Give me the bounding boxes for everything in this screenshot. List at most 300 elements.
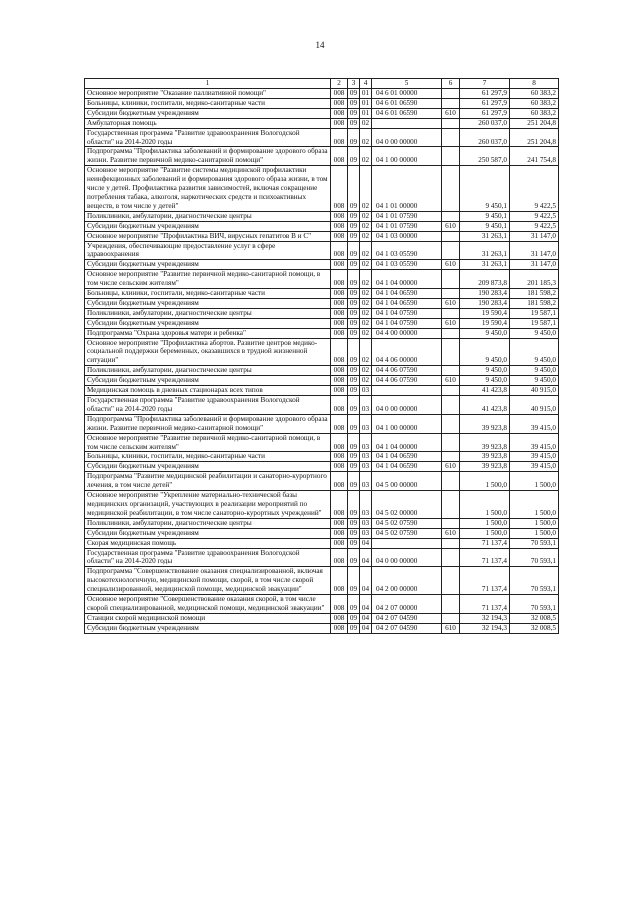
amount-2017-cell: 9 450,0 xyxy=(460,338,510,366)
section-cell: 09 xyxy=(348,414,360,433)
target-article-cell: 04 1 04 06590 xyxy=(372,452,442,462)
target-article-cell: 04 5 02 00000 xyxy=(372,491,442,519)
amount-executed-cell: 31 147,0 xyxy=(510,241,559,260)
amount-2017-cell: 9 450,0 xyxy=(460,366,510,376)
description-cell: Субсидии бюджетным учреждениям xyxy=(85,318,331,328)
description-cell: Основное мероприятие "Совершенствование оказания скорой, в том числе скорой специализированной, медицинской помощи, медицинской эвакуации" xyxy=(85,595,331,614)
subsection-cell: 02 xyxy=(360,231,372,241)
subsection-cell: 04 xyxy=(360,595,372,614)
section-cell: 09 xyxy=(348,298,360,308)
section-cell: 09 xyxy=(348,613,360,623)
table-row xyxy=(85,414,559,433)
subsection-cell: 02 xyxy=(360,166,372,212)
code-cell: 008 xyxy=(331,118,348,128)
subsection-cell: 03 xyxy=(360,518,372,528)
target-article-cell: 04 1 03 05590 xyxy=(372,260,442,270)
subsection-cell: 02 xyxy=(360,338,372,366)
amount-2017-cell: 71 137,4 xyxy=(460,595,510,614)
subsection-cell: 01 xyxy=(360,89,372,99)
header-cell-1: 1 xyxy=(85,79,331,89)
description-cell: Субсидии бюджетным учреждениям xyxy=(85,260,331,270)
description-cell: Основное мероприятие "Профилактика ВИЧ, вирусных гепатитов В и С" xyxy=(85,231,331,241)
amount-2017-cell: 32 194,3 xyxy=(460,623,510,633)
expense-type-cell xyxy=(442,98,460,108)
description-cell: Основное мероприятие "Развитие первичной медико-санитарной помощи, в том числе сельским жителям" xyxy=(85,433,331,452)
table-row xyxy=(85,318,559,328)
amount-2017-cell: 209 873,8 xyxy=(460,270,510,289)
expense-type-cell xyxy=(442,338,460,366)
section-cell: 09 xyxy=(348,231,360,241)
code-cell: 008 xyxy=(331,452,348,462)
description-cell: Подпрограмма "Охрана здоровья матери и ребенка" xyxy=(85,328,331,338)
target-article-cell: 04 6 01 06590 xyxy=(372,98,442,108)
subsection-cell: 02 xyxy=(360,289,372,299)
amount-executed-cell: 40 915,0 xyxy=(510,396,559,415)
amount-executed-cell: 60 383,2 xyxy=(510,89,559,99)
table-row xyxy=(85,472,559,491)
code-cell: 008 xyxy=(331,211,348,221)
subsection-cell: 02 xyxy=(360,308,372,318)
header-cell-6: 6 xyxy=(442,79,460,89)
expense-type-cell xyxy=(442,211,460,221)
amount-2017-cell: 61 297,9 xyxy=(460,98,510,108)
description-cell: Подпрограмма "Профилактика заболеваний и формирование здорового образа жизни. Развитие первичной медико-санитарной помощи" xyxy=(85,147,331,166)
section-cell: 09 xyxy=(348,518,360,528)
table-row xyxy=(85,118,559,128)
amount-2017-cell: 39 923,8 xyxy=(460,433,510,452)
table-row xyxy=(85,98,559,108)
amount-executed-cell: 39 415,0 xyxy=(510,452,559,462)
target-article-cell: 04 1 03 00000 xyxy=(372,231,442,241)
section-cell: 09 xyxy=(348,366,360,376)
section-cell: 09 xyxy=(348,308,360,318)
expense-type-cell: 610 xyxy=(442,260,460,270)
expense-type-cell xyxy=(442,518,460,528)
code-cell: 008 xyxy=(331,528,348,538)
description-cell: Государственная программа "Развитие здравоохранения Вологодской области" на 2014-2020 годы xyxy=(85,396,331,415)
amount-executed-cell: 32 008,5 xyxy=(510,613,559,623)
subsection-cell: 02 xyxy=(360,328,372,338)
code-cell: 008 xyxy=(331,221,348,231)
amount-2017-cell: 190 283,4 xyxy=(460,289,510,299)
expense-type-cell xyxy=(442,548,460,567)
description-cell: Поликлиники, амбулатории, диагностические центры xyxy=(85,211,331,221)
table-row xyxy=(85,366,559,376)
target-article-cell xyxy=(372,386,442,396)
code-cell: 008 xyxy=(331,231,348,241)
target-article-cell: 04 1 01 00000 xyxy=(372,166,442,212)
subsection-cell: 02 xyxy=(360,118,372,128)
code-cell: 008 xyxy=(331,147,348,166)
target-article-cell: 04 1 04 06590 xyxy=(372,462,442,472)
target-article-cell: 04 0 00 00000 xyxy=(372,396,442,415)
table-row xyxy=(85,328,559,338)
header-cell-8: 8 xyxy=(510,79,559,89)
section-cell: 09 xyxy=(348,211,360,221)
table-row xyxy=(85,338,559,366)
description-cell: Субсидии бюджетным учреждениям xyxy=(85,221,331,231)
expense-type-cell xyxy=(442,328,460,338)
amount-executed-cell: 40 915,0 xyxy=(510,386,559,396)
description-cell: Основное мероприятие "Профилактика абортов. Развитие центров медико-социальной поддержки беременных, оказавшихся в трудной жизненной ситуации" xyxy=(85,338,331,366)
target-article-cell xyxy=(372,118,442,128)
description-cell: Основное мероприятие "Развитие системы медицинской профилактики неинфекционных заболеваний и формирования здорового образа жизни, в том числе у детей. Профилактика развития зависимостей, включая сокращение потребления табака, алкоголя, наркотических средств и психоактивных веществ, в том числе у детей" xyxy=(85,166,331,212)
header-cell-5: 5 xyxy=(372,79,442,89)
target-article-cell: 04 4 06 07590 xyxy=(372,376,442,386)
section-cell: 09 xyxy=(348,452,360,462)
expense-type-cell xyxy=(442,386,460,396)
expense-type-cell xyxy=(442,396,460,415)
expense-type-cell xyxy=(442,147,460,166)
target-article-cell: 04 4 06 07590 xyxy=(372,366,442,376)
budget-table xyxy=(84,78,559,634)
amount-executed-cell: 9 422,5 xyxy=(510,166,559,212)
amount-2017-cell: 39 923,8 xyxy=(460,462,510,472)
target-article-cell: 04 1 04 00000 xyxy=(372,433,442,452)
description-cell: Подпрограмма "Развитие медицинской реабилитации и санаторно-курортного лечения, в том числе детей" xyxy=(85,472,331,491)
subsection-cell: 02 xyxy=(360,270,372,289)
subsection-cell: 03 xyxy=(360,528,372,538)
subsection-cell: 02 xyxy=(360,366,372,376)
subsection-cell: 03 xyxy=(360,433,372,452)
target-article-cell xyxy=(372,538,442,548)
header-cell-4: 4 xyxy=(360,79,372,89)
section-cell: 09 xyxy=(348,433,360,452)
table-row xyxy=(85,89,559,99)
section-cell: 09 xyxy=(348,128,360,147)
code-cell: 008 xyxy=(331,567,348,595)
table-row xyxy=(85,270,559,289)
target-article-cell: 04 1 03 05590 xyxy=(372,241,442,260)
code-cell: 008 xyxy=(331,289,348,299)
code-cell: 008 xyxy=(331,318,348,328)
description-cell: Учреждения, обеспечивающие предоставление услуг в сфере здравоохранения xyxy=(85,241,331,260)
amount-2017-cell: 31 263,1 xyxy=(460,260,510,270)
table-row xyxy=(85,147,559,166)
section-cell: 09 xyxy=(348,376,360,386)
table-row xyxy=(85,567,559,595)
subsection-cell: 04 xyxy=(360,623,372,633)
code-cell: 008 xyxy=(331,433,348,452)
table-row xyxy=(85,528,559,538)
header-cell-2: 2 xyxy=(331,79,348,89)
amount-executed-cell: 39 415,0 xyxy=(510,433,559,452)
target-article-cell: 04 1 04 06590 xyxy=(372,298,442,308)
table-row xyxy=(85,289,559,299)
expense-type-cell xyxy=(442,491,460,519)
section-cell: 09 xyxy=(348,538,360,548)
expense-type-cell: 610 xyxy=(442,528,460,538)
amount-executed-cell: 32 008,5 xyxy=(510,623,559,633)
amount-executed-cell: 241 754,8 xyxy=(510,147,559,166)
section-cell: 09 xyxy=(348,396,360,415)
code-cell: 008 xyxy=(331,128,348,147)
amount-2017-cell: 71 137,4 xyxy=(460,548,510,567)
table-row xyxy=(85,221,559,231)
expense-type-cell xyxy=(442,231,460,241)
amount-2017-cell: 39 923,8 xyxy=(460,414,510,433)
expense-type-cell xyxy=(442,414,460,433)
amount-2017-cell: 1 500,0 xyxy=(460,528,510,538)
code-cell: 008 xyxy=(331,270,348,289)
subsection-cell: 02 xyxy=(360,221,372,231)
amount-2017-cell: 32 194,3 xyxy=(460,613,510,623)
target-article-cell: 04 0 00 00000 xyxy=(372,548,442,567)
expense-type-cell xyxy=(442,538,460,548)
subsection-cell: 02 xyxy=(360,147,372,166)
expense-type-cell xyxy=(442,366,460,376)
code-cell: 008 xyxy=(331,595,348,614)
expense-type-cell xyxy=(442,89,460,99)
section-cell: 09 xyxy=(348,89,360,99)
code-cell: 008 xyxy=(331,366,348,376)
target-article-cell: 04 6 01 00000 xyxy=(372,89,442,99)
section-cell: 09 xyxy=(348,386,360,396)
table-row xyxy=(85,308,559,318)
amount-executed-cell: 9 422,5 xyxy=(510,221,559,231)
amount-2017-cell: 71 137,4 xyxy=(460,538,510,548)
amount-executed-cell: 70 593,1 xyxy=(510,548,559,567)
table-row xyxy=(85,260,559,270)
amount-executed-cell: 39 415,0 xyxy=(510,414,559,433)
subsection-cell: 03 xyxy=(360,472,372,491)
amount-2017-cell: 31 263,1 xyxy=(460,231,510,241)
amount-executed-cell: 19 587,1 xyxy=(510,318,559,328)
amount-2017-cell: 260 037,0 xyxy=(460,128,510,147)
description-cell: Субсидии бюджетным учреждениям xyxy=(85,376,331,386)
table-row xyxy=(85,211,559,221)
target-article-cell: 04 5 02 07590 xyxy=(372,528,442,538)
table-row xyxy=(85,396,559,415)
code-cell: 008 xyxy=(331,241,348,260)
table-row xyxy=(85,231,559,241)
amount-2017-cell: 9 450,1 xyxy=(460,211,510,221)
description-cell: Поликлиники, амбулатории, диагностические центры xyxy=(85,308,331,318)
description-cell: Поликлиники, амбулатории, диагностические центры xyxy=(85,518,331,528)
description-cell: Государственная программа "Развитие здравоохранения Вологодской области" на 2014-2020 годы xyxy=(85,548,331,567)
table-row xyxy=(85,538,559,548)
code-cell: 008 xyxy=(331,518,348,528)
amount-2017-cell: 9 450,0 xyxy=(460,376,510,386)
code-cell: 008 xyxy=(331,166,348,212)
table-row xyxy=(85,376,559,386)
amount-2017-cell: 71 137,4 xyxy=(460,567,510,595)
code-cell: 008 xyxy=(331,260,348,270)
amount-executed-cell: 70 593,1 xyxy=(510,595,559,614)
section-cell: 09 xyxy=(348,528,360,538)
amount-executed-cell: 31 147,0 xyxy=(510,260,559,270)
target-article-cell: 04 4 06 00000 xyxy=(372,338,442,366)
subsection-cell: 04 xyxy=(360,567,372,595)
code-cell: 008 xyxy=(331,89,348,99)
section-cell: 09 xyxy=(348,623,360,633)
target-article-cell: 04 1 00 00000 xyxy=(372,147,442,166)
code-cell: 008 xyxy=(331,298,348,308)
amount-2017-cell: 41 423,8 xyxy=(460,396,510,415)
amount-2017-cell: 9 450,1 xyxy=(460,221,510,231)
code-cell: 008 xyxy=(331,376,348,386)
subsection-cell: 03 xyxy=(360,462,372,472)
code-cell: 008 xyxy=(331,491,348,519)
code-cell: 008 xyxy=(331,613,348,623)
subsection-cell: 01 xyxy=(360,108,372,118)
amount-executed-cell: 201 185,3 xyxy=(510,270,559,289)
code-cell: 008 xyxy=(331,414,348,433)
amount-2017-cell: 1 500,0 xyxy=(460,472,510,491)
expense-type-cell xyxy=(442,452,460,462)
subsection-cell: 04 xyxy=(360,613,372,623)
description-cell: Станции скорой медицинской помощи xyxy=(85,613,331,623)
page-number: 14 xyxy=(315,40,325,50)
expense-type-cell xyxy=(442,270,460,289)
table-row xyxy=(85,433,559,452)
section-cell: 09 xyxy=(348,166,360,212)
table-row xyxy=(85,241,559,260)
section-cell: 09 xyxy=(348,462,360,472)
amount-executed-cell: 9 450,0 xyxy=(510,328,559,338)
subsection-cell: 03 xyxy=(360,491,372,519)
section-cell: 09 xyxy=(348,472,360,491)
target-article-cell: 04 1 04 07590 xyxy=(372,318,442,328)
amount-executed-cell: 60 383,2 xyxy=(510,108,559,118)
target-article-cell: 04 2 07 04590 xyxy=(372,613,442,623)
subsection-cell: 02 xyxy=(360,241,372,260)
section-cell: 09 xyxy=(348,318,360,328)
expense-type-cell xyxy=(442,128,460,147)
subsection-cell: 02 xyxy=(360,318,372,328)
subsection-cell: 02 xyxy=(360,376,372,386)
amount-executed-cell: 60 383,2 xyxy=(510,98,559,108)
description-cell: Поликлиники, амбулатории, диагностические центры xyxy=(85,366,331,376)
table-row xyxy=(85,108,559,118)
description-cell: Основное мероприятие "Оказание паллиативной помощи" xyxy=(85,89,331,99)
expense-type-cell: 610 xyxy=(442,221,460,231)
section-cell: 09 xyxy=(348,548,360,567)
code-cell: 008 xyxy=(331,98,348,108)
expense-type-cell xyxy=(442,613,460,623)
amount-executed-cell: 1 500,0 xyxy=(510,518,559,528)
description-cell: Скорая медицинская помощь xyxy=(85,538,331,548)
target-article-cell: 04 1 01 07590 xyxy=(372,221,442,231)
section-cell: 09 xyxy=(348,289,360,299)
amount-2017-cell: 9 450,1 xyxy=(460,166,510,212)
amount-executed-cell: 19 587,1 xyxy=(510,308,559,318)
table-row xyxy=(85,128,559,147)
expense-type-cell xyxy=(442,472,460,491)
table-row xyxy=(85,613,559,623)
description-cell: Субсидии бюджетным учреждениям xyxy=(85,108,331,118)
description-cell: Субсидии бюджетным учреждениям xyxy=(85,298,331,308)
header-row xyxy=(85,79,559,89)
amount-2017-cell: 39 923,8 xyxy=(460,452,510,462)
table-row xyxy=(85,623,559,633)
target-article-cell: 04 1 04 06590 xyxy=(372,289,442,299)
header-cell-3: 3 xyxy=(348,79,360,89)
expense-type-cell: 610 xyxy=(442,462,460,472)
code-cell: 008 xyxy=(331,108,348,118)
table-row xyxy=(85,491,559,519)
amount-executed-cell: 31 147,0 xyxy=(510,231,559,241)
target-article-cell: 04 2 07 00000 xyxy=(372,595,442,614)
expense-type-cell: 610 xyxy=(442,376,460,386)
description-cell: Больницы, клиники, госпитали, медико-санитарные части xyxy=(85,452,331,462)
section-cell: 09 xyxy=(348,260,360,270)
description-cell: Больницы, клиники, госпитали, медико-санитарные части xyxy=(85,98,331,108)
amount-executed-cell: 9 450,0 xyxy=(510,366,559,376)
amount-executed-cell: 181 598,2 xyxy=(510,289,559,299)
amount-2017-cell: 190 283,4 xyxy=(460,298,510,308)
amount-executed-cell: 251 204,8 xyxy=(510,118,559,128)
code-cell: 008 xyxy=(331,538,348,548)
expense-type-cell xyxy=(442,308,460,318)
target-article-cell: 04 5 02 07590 xyxy=(372,518,442,528)
section-cell: 09 xyxy=(348,595,360,614)
table-row xyxy=(85,166,559,212)
section-cell: 09 xyxy=(348,118,360,128)
description-cell: Медицинская помощь в дневных стационарах всех типов xyxy=(85,386,331,396)
description-cell: Больницы, клиники, госпитали, медико-санитарные части xyxy=(85,289,331,299)
description-cell: Основное мероприятие "Укрепление материально-технической базы медицинских организаций, участвующих в реализации мероприятий по медицинской реабилитации, в том числе санаторно-курортных учреждений" xyxy=(85,491,331,519)
amount-2017-cell: 41 423,8 xyxy=(460,386,510,396)
amount-2017-cell: 260 037,0 xyxy=(460,118,510,128)
description-cell: Субсидии бюджетным учреждениям xyxy=(85,623,331,633)
section-cell: 09 xyxy=(348,338,360,366)
table-row xyxy=(85,595,559,614)
section-cell: 09 xyxy=(348,567,360,595)
amount-executed-cell: 70 593,1 xyxy=(510,567,559,595)
table-row xyxy=(85,462,559,472)
amount-executed-cell: 1 500,0 xyxy=(510,491,559,519)
amount-2017-cell: 19 590,4 xyxy=(460,308,510,318)
target-article-cell: 04 6 01 06590 xyxy=(372,108,442,118)
code-cell: 008 xyxy=(331,308,348,318)
expense-type-cell xyxy=(442,241,460,260)
subsection-cell: 01 xyxy=(360,98,372,108)
subsection-cell: 04 xyxy=(360,548,372,567)
amount-executed-cell: 251 204,8 xyxy=(510,128,559,147)
amount-executed-cell: 39 415,0 xyxy=(510,462,559,472)
code-cell: 008 xyxy=(331,396,348,415)
expense-type-cell xyxy=(442,289,460,299)
expense-type-cell: 610 xyxy=(442,108,460,118)
section-cell: 09 xyxy=(348,147,360,166)
amount-2017-cell: 19 590,4 xyxy=(460,318,510,328)
expense-type-cell: 610 xyxy=(442,298,460,308)
amount-executed-cell: 1 500,0 xyxy=(510,528,559,538)
amount-2017-cell: 250 587,0 xyxy=(460,147,510,166)
header-cell-7: 7 xyxy=(460,79,510,89)
table-row xyxy=(85,298,559,308)
target-article-cell: 04 5 00 00000 xyxy=(372,472,442,491)
target-article-cell: 04 0 00 00000 xyxy=(372,128,442,147)
description-cell: Основное мероприятие "Развитие первичной медико-санитарной помощи, в том числе сельским жителям" xyxy=(85,270,331,289)
amount-executed-cell: 9 450,0 xyxy=(510,376,559,386)
code-cell: 008 xyxy=(331,462,348,472)
amount-executed-cell: 181 598,2 xyxy=(510,298,559,308)
target-article-cell: 04 4 00 00000 xyxy=(372,328,442,338)
description-cell: Подпрограмма "Совершенствование оказания специализированной, включая высокотехнологичную, медицинской помощи, скорой, в том числе скорой специализированной, медицинской помощи, медицинской эвакуации" xyxy=(85,567,331,595)
expense-type-cell xyxy=(442,567,460,595)
section-cell: 09 xyxy=(348,221,360,231)
subsection-cell: 03 xyxy=(360,414,372,433)
subsection-cell: 02 xyxy=(360,211,372,221)
table-row xyxy=(85,452,559,462)
code-cell: 008 xyxy=(331,338,348,366)
table-row xyxy=(85,548,559,567)
description-cell: Государственная программа "Развитие здравоохранения Вологодской области" на 2014-2020 годы xyxy=(85,128,331,147)
subsection-cell: 03 xyxy=(360,386,372,396)
target-article-cell: 04 2 00 00000 xyxy=(372,567,442,595)
